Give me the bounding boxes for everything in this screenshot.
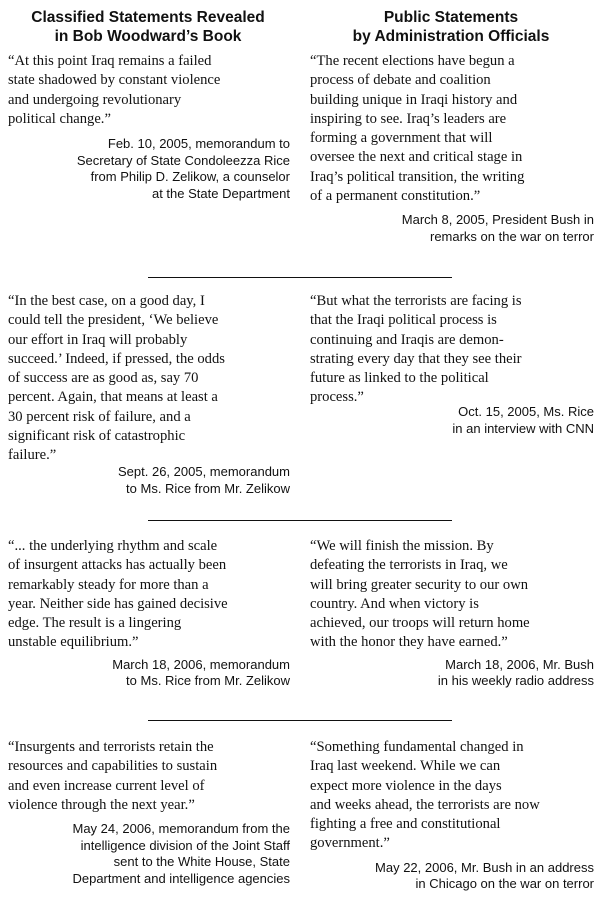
source-line: from Philip D. Zelikow, a counselor <box>90 169 290 185</box>
header-line: Public Statements <box>383 9 519 26</box>
statement-source <box>452 404 594 437</box>
quote-line: fighting a free and constitutional <box>310 816 501 833</box>
quote-line: remarkably steady for more than a <box>8 576 209 593</box>
quote-line: Iraq’s political transition, the writing <box>310 168 525 185</box>
quote-line: process.” <box>310 389 364 406</box>
source-line: March 18, 2006, Mr. Bush <box>445 656 594 672</box>
quote-line: achieved, our troops will return home <box>310 615 530 632</box>
quote-line: succeed.’ Indeed, if pressed, the odds <box>8 350 225 367</box>
quote-line: of a permanent constitution.” <box>310 188 481 205</box>
source-line: remarks on the war on terror <box>429 228 594 244</box>
quote-line: our effort in Iraq will probably <box>8 331 188 348</box>
classified-statement <box>8 537 290 690</box>
classified-statement <box>8 292 290 496</box>
quote-line: forming a government that will <box>310 130 493 147</box>
statement-source <box>8 136 290 202</box>
source-line: Feb. 10, 2005, memorandum to <box>107 136 290 152</box>
section-divider <box>148 720 452 721</box>
quote-line: with the honor they have earned.” <box>310 634 508 651</box>
quote-line: inspiring to see. Iraq’s leaders are <box>310 110 507 127</box>
source-line: Secretary of State Condoleezza Rice <box>76 152 290 168</box>
quote-line: significant risk of catastrophic <box>8 428 186 445</box>
statement-source <box>310 212 594 245</box>
statement-body <box>310 292 594 436</box>
quote-line: oversee the next and critical stage in <box>310 149 523 166</box>
quote-line: “In the best case, on a good day, I <box>8 293 205 309</box>
source-line: March 8, 2005, President Bush in <box>401 212 594 228</box>
statement-quote <box>310 292 594 408</box>
quote-line: of success are as good as, say 70 <box>8 370 199 387</box>
quote-line: “... the underlying rhythm and scale <box>8 538 218 554</box>
quote-line: Iraq last weekend. While we can <box>310 758 501 775</box>
source-line: in Chicago on the war on terror <box>415 876 594 892</box>
section-divider <box>148 520 452 521</box>
public-statement <box>310 738 594 893</box>
source-line: Oct. 15, 2005, Ms. Rice <box>458 404 594 419</box>
section-divider <box>148 277 452 278</box>
source-line: at the State Department <box>151 185 290 201</box>
quote-line: violence through the next year.” <box>8 796 195 813</box>
source-line: sent to the White House, State <box>113 854 290 870</box>
quote-line: process of debate and coalition <box>310 72 491 89</box>
quote-line: failure.” <box>8 447 57 464</box>
statement-quote <box>8 738 290 815</box>
source-line: Department and intelligence agencies <box>72 870 290 886</box>
quote-line: and weeks ahead, the terrorists are now <box>310 796 540 813</box>
quote-line: continuing and Iraqis are demon- <box>310 331 504 348</box>
statement-quote <box>310 738 594 854</box>
quote-line: future as linked to the political <box>310 370 489 387</box>
source-line: intelligence division of the Joint Staff <box>80 837 290 853</box>
quote-line: government.” <box>310 835 390 852</box>
source-line: Sept. 26, 2005, memorandum <box>118 464 290 479</box>
header-classified-statements <box>4 8 292 46</box>
statement-quote <box>310 537 594 653</box>
quote-line: country. And when victory is <box>310 595 479 612</box>
quote-line: that the Iraqi political process is <box>310 312 497 329</box>
public-statement <box>310 292 594 436</box>
quote-line: unstable equilibrium.” <box>8 634 139 651</box>
quote-line: resources and capabilities to sustain <box>8 758 218 775</box>
quote-line: could tell the president, ‘We believe <box>8 312 219 329</box>
classified-statement <box>8 52 290 202</box>
public-statement <box>310 52 594 245</box>
quote-line: and even increase current level of <box>8 777 205 794</box>
source-line: in his weekly radio address <box>437 673 594 689</box>
quote-line: “But what the terrorists are facing is <box>310 293 522 309</box>
quote-line: political change.” <box>8 110 111 127</box>
quote-line: “The recent elections have begun a <box>310 53 515 69</box>
quote-line: “We will finish the mission. By <box>310 538 494 554</box>
statement-source <box>310 860 594 893</box>
header-line: Classified Statements Revealed <box>31 9 265 26</box>
quote-line: percent. Again, that means at least a <box>8 389 218 406</box>
public-statement <box>310 537 594 690</box>
statement-quote <box>8 292 290 466</box>
quote-line: and undergoing revolutionary <box>8 91 182 108</box>
statement-source <box>8 821 290 887</box>
quote-line: will bring greater security to our own <box>310 576 529 593</box>
statement-source <box>118 464 290 497</box>
quote-line: defeating the terrorists in Iraq, we <box>310 557 508 574</box>
quote-line: “At this point Iraq remains a failed <box>8 53 212 69</box>
header-line: by Administration Officials <box>352 28 550 45</box>
header-line: in Bob Woodward’s Book <box>54 28 242 45</box>
quote-line: building unique in Iraqi history and <box>310 91 518 108</box>
quote-line: “Something fundamental changed in <box>310 739 524 755</box>
source-line: in an interview with CNN <box>452 420 594 436</box>
source-line: to Ms. Rice from Mr. Zelikow <box>126 673 290 689</box>
quote-line: state shadowed by constant violence <box>8 72 221 89</box>
source-line: May 22, 2006, Mr. Bush in an address <box>375 859 594 875</box>
quote-line: strating every day that they see their <box>310 350 522 367</box>
source-line: to Ms. Rice from Mr. Zelikow <box>126 480 290 496</box>
quote-line: year. Neither side has gained decisive <box>8 595 228 612</box>
source-line: May 24, 2006, memorandum from the <box>72 821 290 837</box>
statement-body <box>8 292 290 496</box>
quote-line: 30 percent risk of failure, and a <box>8 408 191 425</box>
statement-source <box>8 657 290 690</box>
quote-line: edge. The result is a lingering <box>8 615 182 632</box>
classified-statement <box>8 738 290 887</box>
statement-quote <box>8 537 290 653</box>
statement-quote <box>310 52 594 206</box>
header-public-statements <box>306 8 596 46</box>
quote-line: “Insurgents and terrorists retain the <box>8 739 214 755</box>
quote-line: expect more violence in the days <box>310 777 502 794</box>
quote-line: of insurgent attacks has actually been <box>8 557 227 574</box>
source-line: March 18, 2006, memorandum <box>112 656 290 672</box>
statement-quote <box>8 52 290 129</box>
statement-source <box>310 657 594 690</box>
